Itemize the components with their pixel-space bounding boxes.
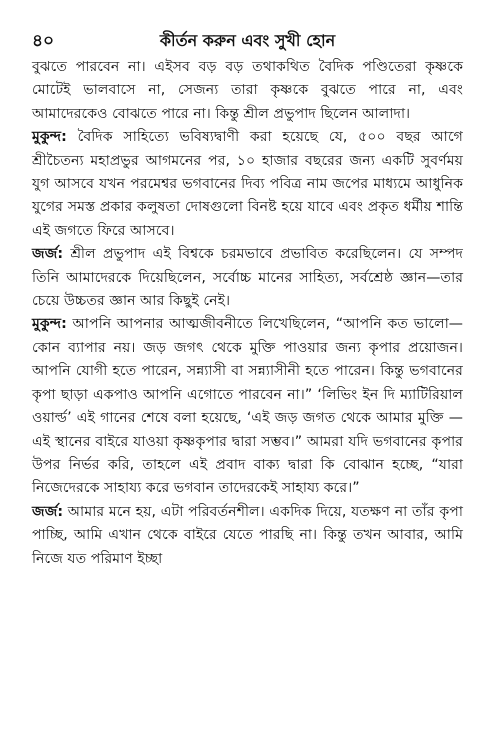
paragraph-4 <box>32 313 463 500</box>
paragraph-1 <box>32 56 463 126</box>
paragraph-text: বৈদিক সাহিত্যে ভবিষ্যদ্বাণী করা হয়েছে যে, ৫০০ বছর আগে শ্রীচৈতন্য মহাপ্রভুর আগমনের পর, ১০ হাজার বছরের জন্য একটি সুবর্ণময় যুগ আসবে যখন পরমেশ্বর ভগবানের দিব্য পবিত্র নাম জপের মাধ্যমে আধুনিক যুগের সমস্ত প্রকার কলুষতা দোষগুলো বিনষ্ট হয়ে যাবে এবং প্রকৃত ধর্মীয় শান্তি এই জগতে ফিরে আসবে। <box>32 129 463 239</box>
paragraph-3 <box>32 243 463 313</box>
running-title: কীর্তন করুন এবং সুখী হোন <box>159 31 336 50</box>
running-head <box>32 22 463 56</box>
speaker-label: জর্জ: <box>32 246 64 263</box>
paragraph-text: আপনি আপনার আত্মজীবনীতে লিখেছিলেন, “আপনি কত ভালো—কোন ব্যাপার নয়। জড় জগৎ থেকে মুক্তি পাওয়ার জন্য কৃপার প্রয়োজন। আপনি যোগী হতে পারেন, সন্ন্যাসী বা সন্ন্যাসীনী হতে পারেন। কিন্তু ভগবানের কৃপা ছাড়া একপাও আপনি এগোতে পারবেন না।” ‘লিভিং ইন দি ম্যাটিরিয়াল ওয়ার্ল্ড’ এই গানের শেষে বলা হয়েছে, ‘এই জড় জগত থেকে আমার মুক্তি —এই স্থানের বাইরে যাওয়া কৃষ্ণকৃপার দ্বারা সম্ভব।” আমরা যদি ভগবানের কৃপার উপর নির্ভর করি, তাহলে এই প্রবাদ বাক্য দ্বারা কি বোঝান হচ্ছে, “যারা নিজেদেরকে সাহায্য করে ভগবান তাদেরকেই সাহায্য করে।” <box>32 316 463 497</box>
paragraph-text: শ্রীল প্রভুপাদ এই বিশ্বকে চরমভাবে প্রভাবিত করেছিলেন। যে সম্পদ তিনি আমাদেরকে দিয়েছিলেন, সর্বোচ্চ মানের সাহিত্য, সর্বশ্রেষ্ঠ জ্ঞান—তার চেয়ে উচ্চতর জ্ঞান আর কিছুই নেই। <box>32 246 463 310</box>
speaker-label: মুকুন্দ: <box>32 316 67 333</box>
body-text <box>32 56 463 571</box>
paragraph-text: বুঝতে পারবেন না। এইসব বড় বড় তথাকথিত বৈদিক পণ্ডিতেরা কৃষ্ণকে মোটেই ভালবাসে না, সেজন্য তারা কৃষ্ণকে বুঝতে পারে না, এবং আমাদেরকেও বোঝতে পারে না। কিন্তু শ্রীল প্রভুপাদ ছিলেন আলাদা। <box>32 59 463 122</box>
page-number: ৪০ <box>32 31 55 51</box>
speaker-label: জর্জ: <box>32 503 64 520</box>
paragraph-text: আমার মনে হয়, এটা পরিবর্তনশীল। একদিক দিয়ে, যতক্ষণ না তাঁর কৃপা পাচ্ছি, আমি এখান থেকে বাইরে যেতে পারছি না। কিন্তু তখন আবার, আমি নিজে যত পরিমাণ ইচ্ছা <box>32 503 463 567</box>
paragraph-2 <box>32 126 463 243</box>
speaker-label: মুকুন্দ: <box>32 129 67 146</box>
paragraph-5 <box>32 501 463 571</box>
